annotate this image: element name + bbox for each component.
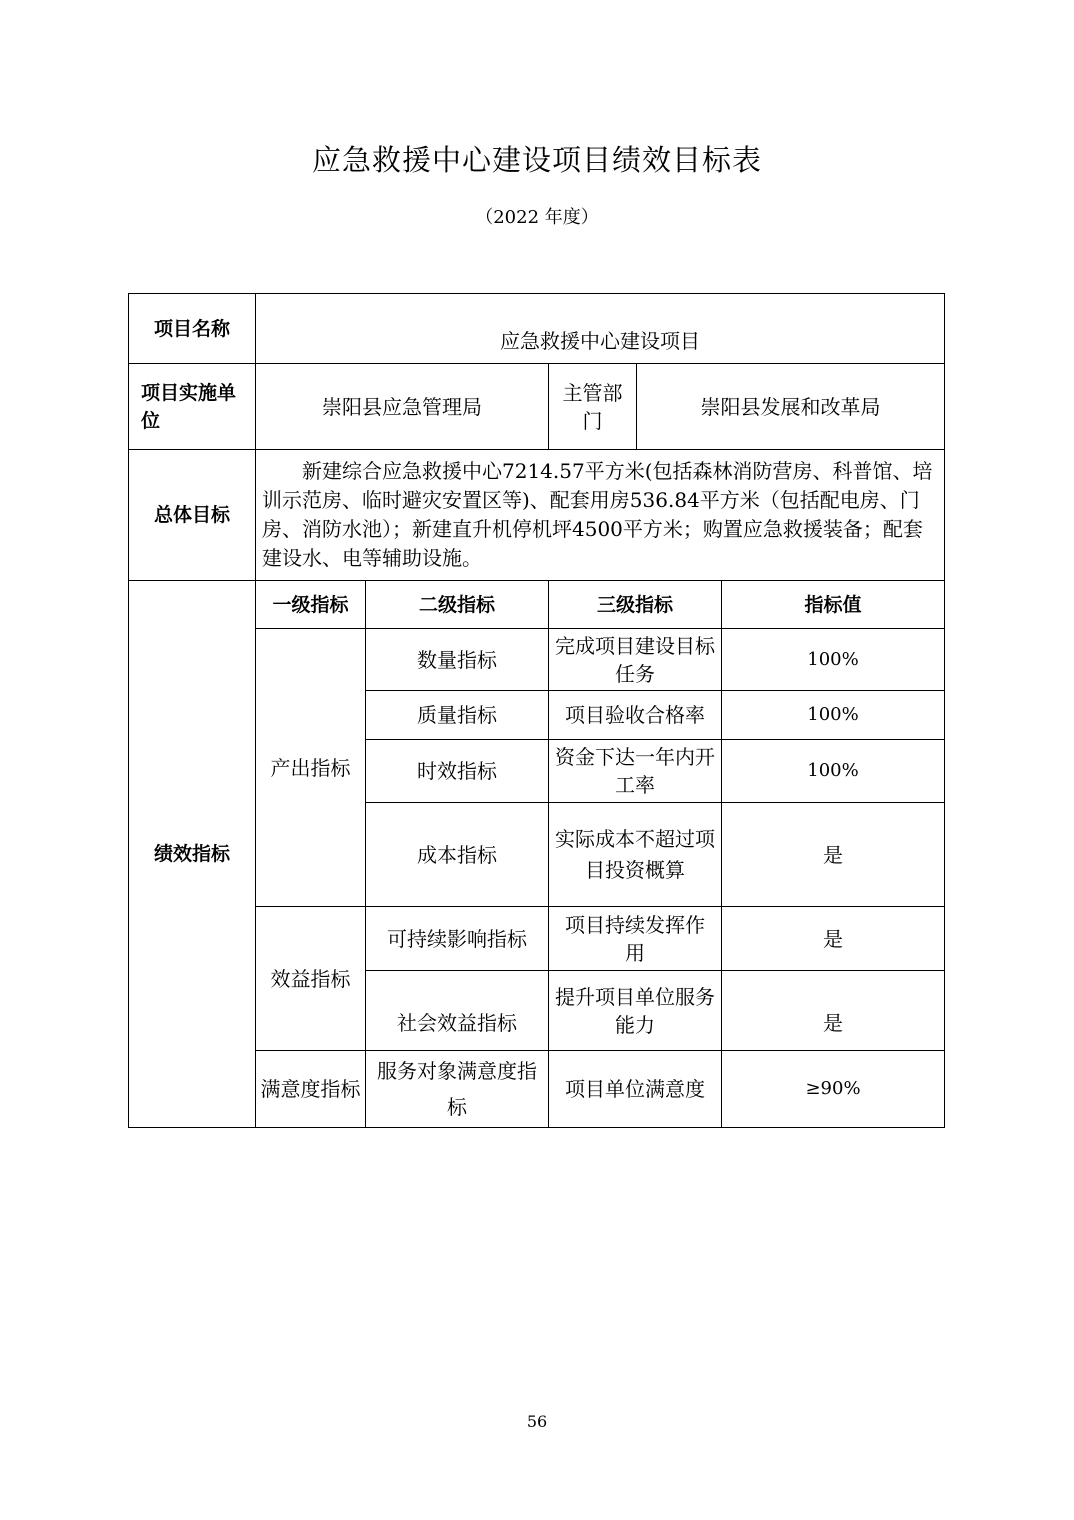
- value-cell: 100%: [722, 629, 945, 691]
- level2-cell: 时效指标: [366, 740, 549, 803]
- overall-goal-label: 总体目标: [129, 450, 256, 581]
- page-number: 56: [526, 1412, 548, 1431]
- supervisor-label: 主管部门: [549, 364, 637, 450]
- value-cell: 100%: [722, 691, 945, 740]
- level2-cell: 服务对象满意度指 标: [366, 1051, 549, 1128]
- level2-cell: 可持续影响指标: [366, 907, 549, 971]
- supervisor-value: 崇阳县发展和改革局: [637, 364, 945, 450]
- indicator-header-row: [129, 581, 945, 629]
- level3-cell: 实际成本不超过项目投资概算: [549, 803, 722, 907]
- level2-cell: 质量指标: [366, 691, 549, 740]
- overall-goal-row: [129, 450, 945, 581]
- level2-cell: 成本指标: [366, 803, 549, 907]
- output-indicator-label: 产出指标: [256, 629, 366, 907]
- value-cell: 是: [722, 971, 945, 1051]
- project-name-label: 项目名称: [129, 294, 256, 364]
- implementation-unit-row: [129, 364, 945, 450]
- project-name-row: [129, 294, 945, 364]
- performance-target-table: [128, 293, 945, 1128]
- level3-cell: 资金下达一年内开工率: [549, 740, 722, 803]
- benefit-indicator-label: 效益指标: [256, 907, 366, 1051]
- value-cell: ≥90%: [722, 1051, 945, 1128]
- header-level3: 三级指标: [549, 581, 722, 629]
- document-title: 应急救援中心建设项目绩效目标表: [311, 143, 762, 177]
- level3-cell: 项目单位满意度: [549, 1051, 722, 1128]
- level3-cell: 完成项目建设目标任务: [549, 629, 722, 691]
- overall-goal-text: 新建综合应急救援中心7214.57平方米(包括森林消防营房、科普馆、培训示范房、临时避灾安置区等)、配套用房536.84平方米（包括配电房、门房、消防水池）；新建直升机停机坪4500平方米；购置应急救援装备；配套建设水、电等辅助设施。: [256, 450, 945, 581]
- level2-cell: 社会效益指标: [366, 971, 549, 1051]
- performance-indicators-label: 绩效指标: [129, 581, 256, 1128]
- impl-unit-label: 项目实施单位: [129, 364, 256, 450]
- document-subtitle: （2022 年度）: [475, 207, 599, 228]
- level3-cell: 项目验收合格率: [549, 691, 722, 740]
- project-name-value: 应急救援中心建设项目: [256, 294, 945, 364]
- header-level2: 二级指标: [366, 581, 549, 629]
- level3-cell: 项目持续发挥作 用: [549, 907, 722, 971]
- level2-cell: 数量指标: [366, 629, 549, 691]
- header-level1: 一级指标: [256, 581, 366, 629]
- header-value: 指标值: [722, 581, 945, 629]
- satisfaction-indicator-label: 满意度指标: [256, 1051, 366, 1128]
- value-cell: 100%: [722, 740, 945, 803]
- impl-unit-value: 崇阳县应急管理局: [256, 364, 549, 450]
- level3-cell: 提升项目单位服务能力: [549, 971, 722, 1051]
- value-cell: 是: [722, 907, 945, 971]
- value-cell: 是: [722, 803, 945, 907]
